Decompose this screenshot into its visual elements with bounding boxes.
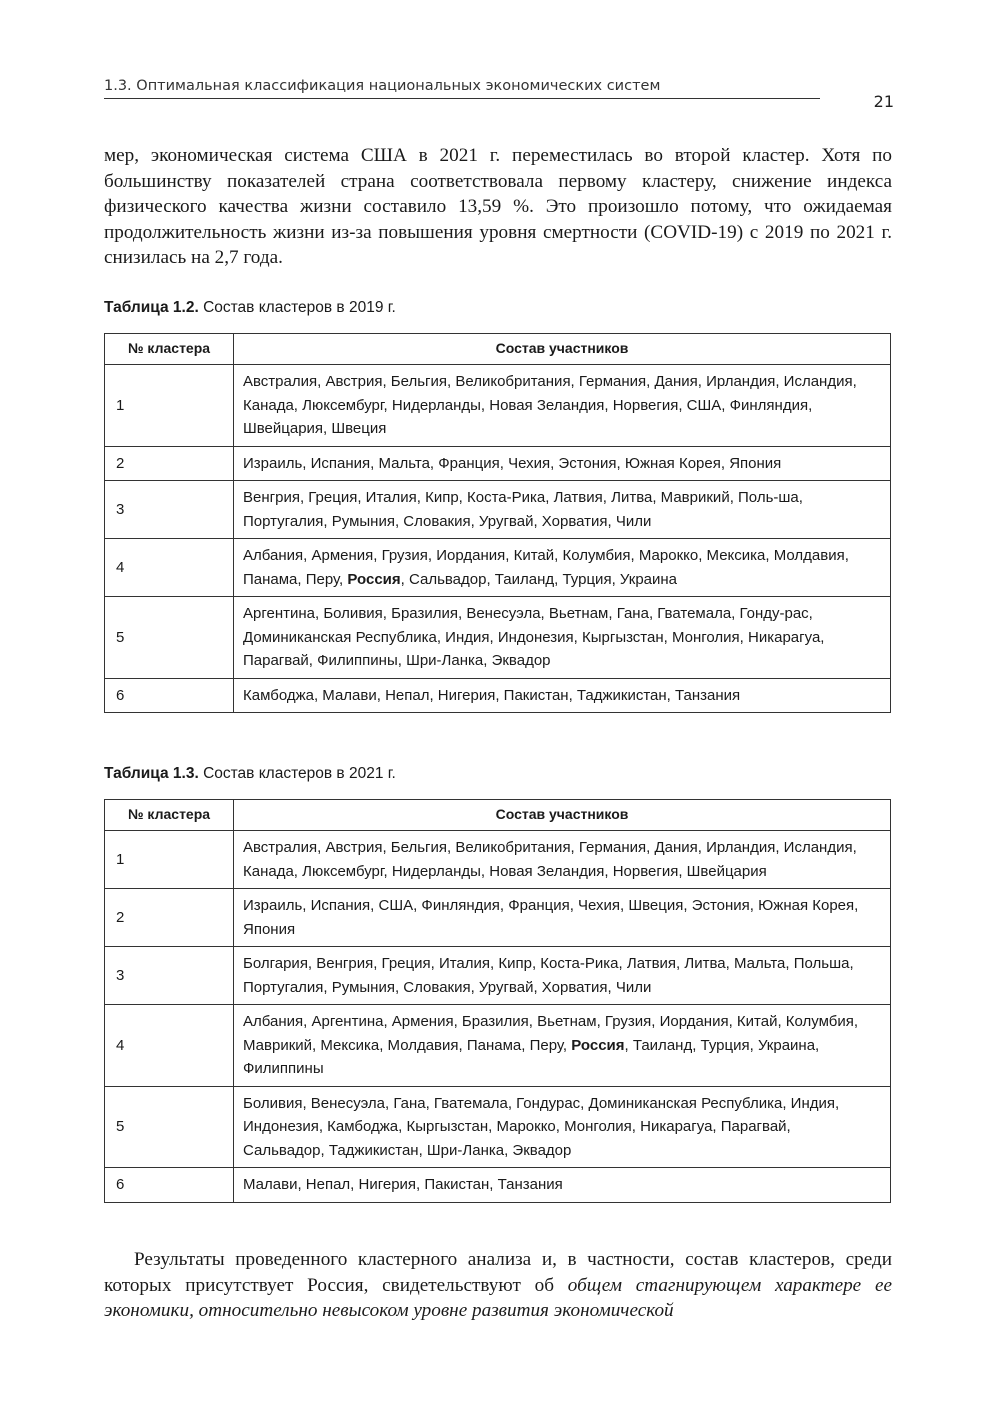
- table-caption-label: Таблица 1.2.: [104, 299, 199, 316]
- cluster-number: 3: [105, 947, 234, 1005]
- column-header-members: Состав участников: [234, 334, 891, 365]
- cluster-members: Боливия, Венесуэла, Гана, Гватемала, Гондурас, Доминиканская Республика, Индия, Индонезия, Камбоджа, Кыргызстан, Марокко, Монголия, Никарагуа, Парагвай, Сальвадор, Таджикистан, Шри-Ланка, Эквадор: [234, 1086, 891, 1168]
- cluster-members: Камбоджа, Малави, Непал, Нигерия, Пакистан, Таджикистан, Танзания: [234, 678, 891, 713]
- table-row: [105, 481, 891, 539]
- table-caption-text: Состав кластеров в 2021 г.: [198, 765, 396, 782]
- table-row: [105, 1086, 891, 1168]
- table-header-row: [105, 800, 891, 831]
- table-caption-text: Состав кластеров в 2019 г.: [198, 299, 396, 316]
- table-caption-label: Таблица 1.3.: [104, 765, 199, 782]
- conclusion-paragraph: [104, 1247, 892, 1324]
- cluster-number: 4: [105, 1005, 234, 1087]
- cluster-members: Израиль, Испания, США, Финляндия, Франция, Чехия, Швеция, Эстония, Южная Корея, Япония: [234, 889, 891, 947]
- cluster-number: 1: [105, 365, 234, 447]
- cluster-number: 5: [105, 597, 234, 679]
- cluster-members: Австралия, Австрия, Бельгия, Великобритания, Германия, Дания, Ирландия, Исландия, Канада, Люксембург, Нидерланды, Новая Зеландия, Норвегия, США, Финляндия, Швейцария, Швеция: [234, 365, 891, 447]
- table-row: [105, 1168, 891, 1203]
- cluster-members: Венгрия, Греция, Италия, Кипр, Коста-Рика, Латвия, Литва, Маврикий, Поль-ша, Португалия, Румыния, Словакия, Уругвай, Хорватия, Чили: [234, 481, 891, 539]
- cluster-members: Болгария, Венгрия, Греция, Италия, Кипр, Коста-Рика, Латвия, Литва, Мальта, Польша, Португалия, Румыния, Словакия, Уругвай, Хорватия, Чили: [234, 947, 891, 1005]
- cluster-number: 6: [105, 678, 234, 713]
- cluster-members: Албания, Армения, Грузия, Иордания, Китай, Колумбия, Марокко, Мексика, Молдавия, Панама, Перу, Россия, Сальвадор, Таиланд, Турция, Украина: [234, 539, 891, 597]
- running-header-title: 1.3. Оптимальная классификация национальных экономических систем: [104, 78, 820, 99]
- table-header-row: [105, 334, 891, 365]
- table-row: [105, 446, 891, 481]
- table-row: [105, 831, 891, 889]
- table-row: [105, 365, 891, 447]
- conclusion-text: Результаты проведенного кластерного анализа и, в частности, состав кластеров, среди которых присутствует Россия, свидетельствуют об: [104, 1249, 892, 1296]
- russia-highlight: Россия: [347, 570, 401, 588]
- clusters-table-2021: [104, 799, 891, 1203]
- russia-highlight: Россия: [571, 1036, 625, 1054]
- cluster-members: Малави, Непал, Нигерия, Пакистан, Танзания: [234, 1168, 891, 1203]
- table-row: [105, 678, 891, 713]
- column-header-number: № кластера: [105, 800, 234, 831]
- conclusion-italic-text: общем стагнирующем характере ее экономики, относительно невысоком уровне развития экономической: [104, 1274, 893, 1321]
- cluster-number: 2: [105, 446, 234, 481]
- cluster-number: 2: [105, 889, 234, 947]
- column-header-number: № кластера: [105, 334, 234, 365]
- cluster-number: 3: [105, 481, 234, 539]
- intro-paragraph: мер, экономическая система США в 2021 г. переместилась во второй кластер. Хотя по большинству показателей страна соответствовала первому кластеру, снижение индекса физического качества жизни составило 13,59 %. Это произошло потому, что ожидаемая продолжительность жизни из-за повышения уровня смертности (COVID-19) с 2019 по 2021 г. снизилась на 2,7 года.: [104, 145, 892, 268]
- cluster-number: 6: [105, 1168, 234, 1203]
- table-row: [105, 947, 891, 1005]
- table-row: [105, 597, 891, 679]
- cluster-number: 5: [105, 1086, 234, 1168]
- table-row: [105, 539, 891, 597]
- clusters-table-2019: [104, 333, 891, 713]
- cluster-number: 1: [105, 831, 234, 889]
- cluster-members: Израиль, Испания, Мальта, Франция, Чехия, Эстония, Южная Корея, Япония: [234, 446, 891, 481]
- column-header-members: Состав участников: [234, 800, 891, 831]
- page-number: 21: [873, 92, 894, 111]
- cluster-members: Австралия, Австрия, Бельгия, Великобритания, Германия, Дания, Ирландия, Исландия, Канада, Люксембург, Нидерланды, Новая Зеландия, Норвегия, Швейцария: [234, 831, 891, 889]
- table-row: [105, 889, 891, 947]
- cluster-number: 4: [105, 539, 234, 597]
- table-caption-2019: [104, 299, 396, 317]
- table-row: [105, 1005, 891, 1087]
- cluster-members: Аргентина, Боливия, Бразилия, Венесуэла, Вьетнам, Гана, Гватемала, Гонду-рас, Доминиканская Республика, Индия, Индонезия, Кыргызстан, Монголия, Никарагуа, Парагвай, Филиппины, Шри-Ланка, Эквадор: [234, 597, 891, 679]
- table-caption-2021: [104, 765, 396, 783]
- cluster-members: Албания, Аргентина, Армения, Бразилия, Вьетнам, Грузия, Иордания, Китай, Колумбия, Маврикий, Мексика, Молдавия, Панама, Перу, Россия, Таиланд, Турция, Украина, Филиппины: [234, 1005, 891, 1087]
